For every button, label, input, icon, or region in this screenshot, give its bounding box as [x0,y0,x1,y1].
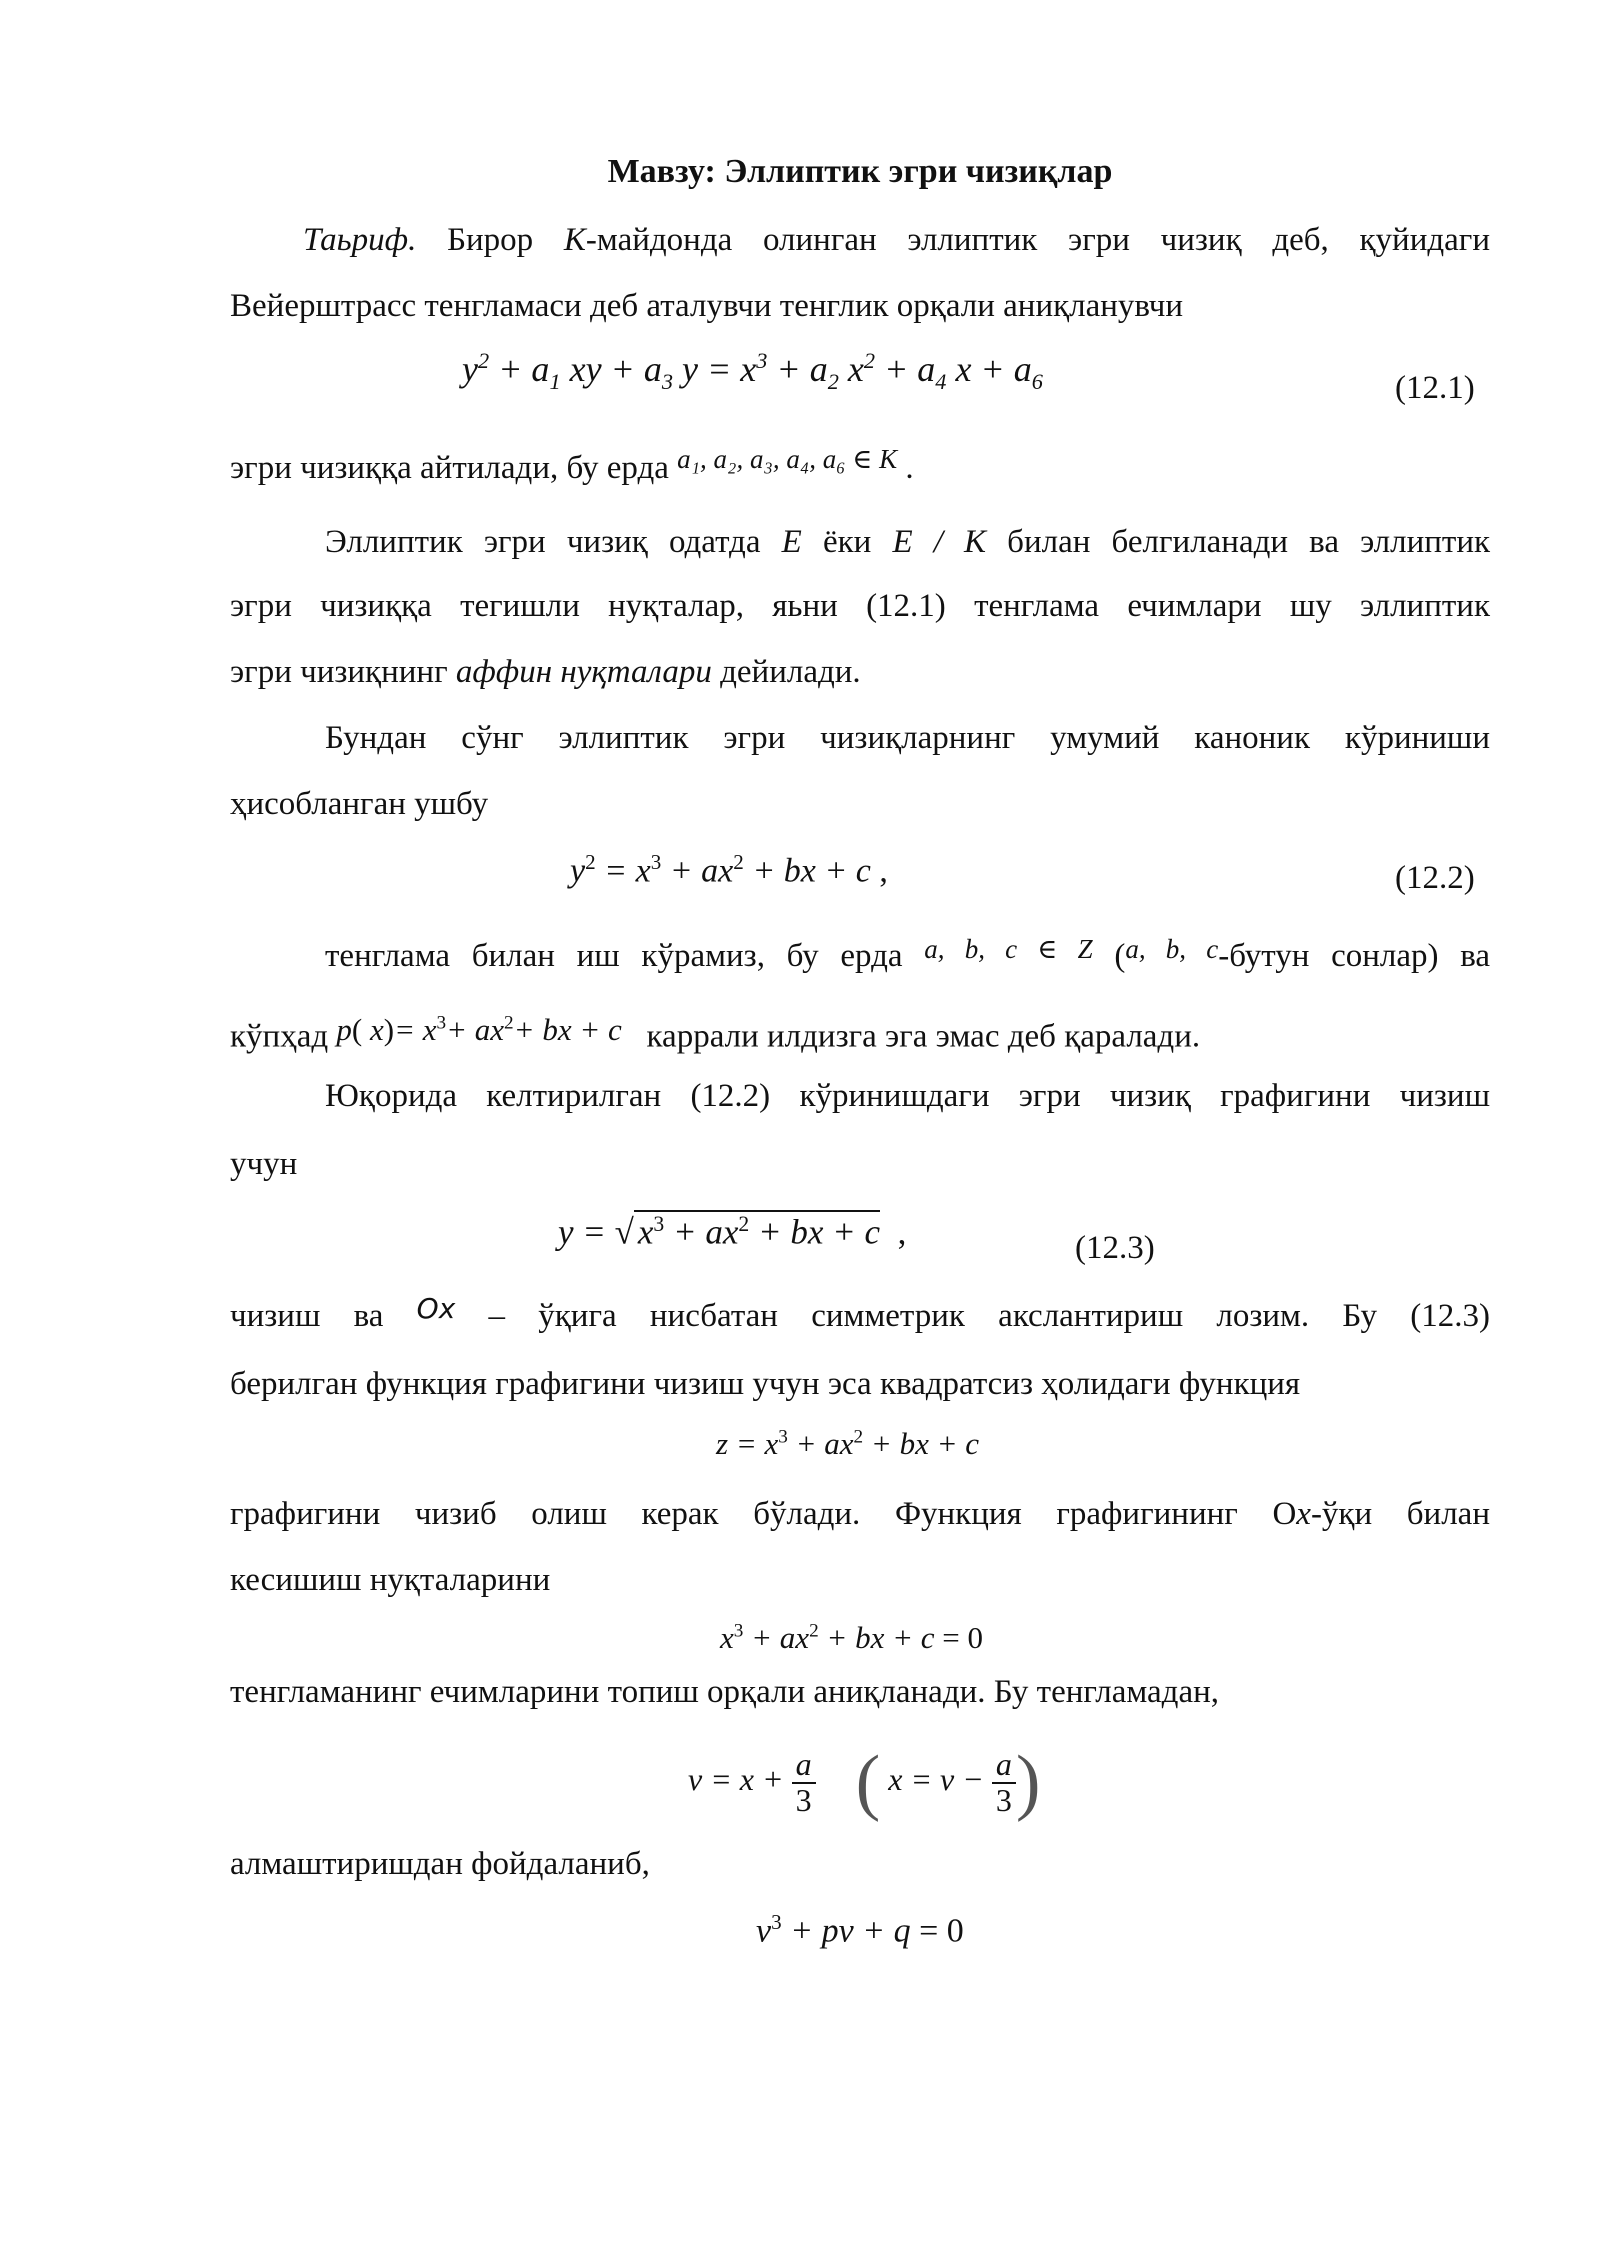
page-title: Мавзу: Эллиптик эгри чизиқлар [607,153,1113,190]
paragraph-notation-line-3: эгри чизиқнинг аффин нуқталари дейилади. [230,654,861,690]
paragraph-definition-line-1: Таьриф. Бирор K-майдонда олинган эллиптик эгри чизиқ деб, қуйидаги [303,222,1491,258]
equation-substitution: v = x + $\frac{a}{3}$ ( x = v − $\frac{a}{3}$ ) [688,1741,1041,1823]
paragraph-substitution-line-1: алмаштиришдан фойдаланиб, [230,1846,650,1882]
equation-12-2: $y^2 = x^3 + ax^2$ + bx + c , [570,850,888,890]
equation-cubic-zero: $x^3 + ax^2$ + bx + c = 0 [720,1620,984,1655]
paragraph-graph-line-1: Юқорида келтирилган (12.2) кўринишдаги эгри чизиқ графигини чизиш [325,1078,1490,1114]
paragraph-symmetric-line-1: чизиш ва $^{Ox}$ – ўқига нисбатан симметрик акслантириш лозим. Бу (12.3) [230,1292,1491,1334]
paragraph-definition-line-2: Вейерштрасс тенгламаси деб аталувчи тенглик орқали аниқланувчи [230,288,1183,324]
paragraph-integers-line-1: тенглама билан иш кўрамиз, бу ерда $^{a, b, c \in Z}$ ($^{a, b, c}$-бутун сонлар) ва [325,934,1491,974]
paragraph-notation-line-1: Эллиптик эгри чизиқ одатда E ёки E / K билан белгиланади ва эллиптик [325,524,1491,560]
equation-z: $z = x^3 + ax^2$ + bx + c [716,1426,980,1461]
paragraph-canonical-line-1: Бундан сўнг эллиптик эгри чизиқларнинг умумий каноник кўриниши [325,720,1490,756]
polynomial-p-x: p( $x)= x^3+ ax^2+$ bx + c [336,1012,622,1048]
paragraph-intersection-line-2: кесишиш нуқталарини [230,1562,551,1598]
paragraph-intersection-line-1: графигини чизиб олиш керак бўлади. Функция графигининг Ох-ўқи билан [230,1496,1490,1532]
paragraph-coefficients: эгри чизиққа айтилади, бу ерда $^{a_1, a_2, a_3, a_4, a_6 \in K}$ . [230,444,914,486]
paragraph-notation-line-2: эгри чизиққа тегишли нуқталар, яьни (12.1) тенглама ечимлари шу эллиптик [230,588,1490,624]
definition-term: Таьриф. [303,222,417,258]
equation-label-12-2: (12.2) [1395,860,1475,896]
equation-reduced-cubic: $v^3$ + pv + q = 0 [756,1910,964,1950]
coefficients-set: a₁, a₂, a₃, a₄, a₆ ∈ K [677,444,898,474]
equation-12-1: $y^2 + a_1$ xy + $a_3$ $y = x^3 + a_2$ $x^2 + a_4$ $x + a_6$ [462,348,1043,395]
paragraph-canonical-line-2: ҳисобланган ушбу [230,786,489,822]
equation-label-12-3: (12.3) [1075,1230,1155,1266]
paragraph-integers-line-2: кўпҳад p( $x)= x^3+ ax^2+$ bx + c каррали илдизга эга эмас деб қаралади. [230,1012,1201,1055]
paragraph-graph-line-2: учун [230,1146,298,1182]
equation-12-3: y = √ $x^3 + ax^2$ + bx + c , [558,1212,907,1252]
paragraph-solutions-line-1: тенгламанинг ечимларини топиш орқали аниқланади. Бу тенгламадан, [230,1674,1220,1710]
paragraph-symmetric-line-2: берилган функция графигини чизиш учун эса квадратсиз ҳолидаги функция [230,1366,1301,1402]
equation-label-12-1: (12.1) [1395,370,1475,406]
